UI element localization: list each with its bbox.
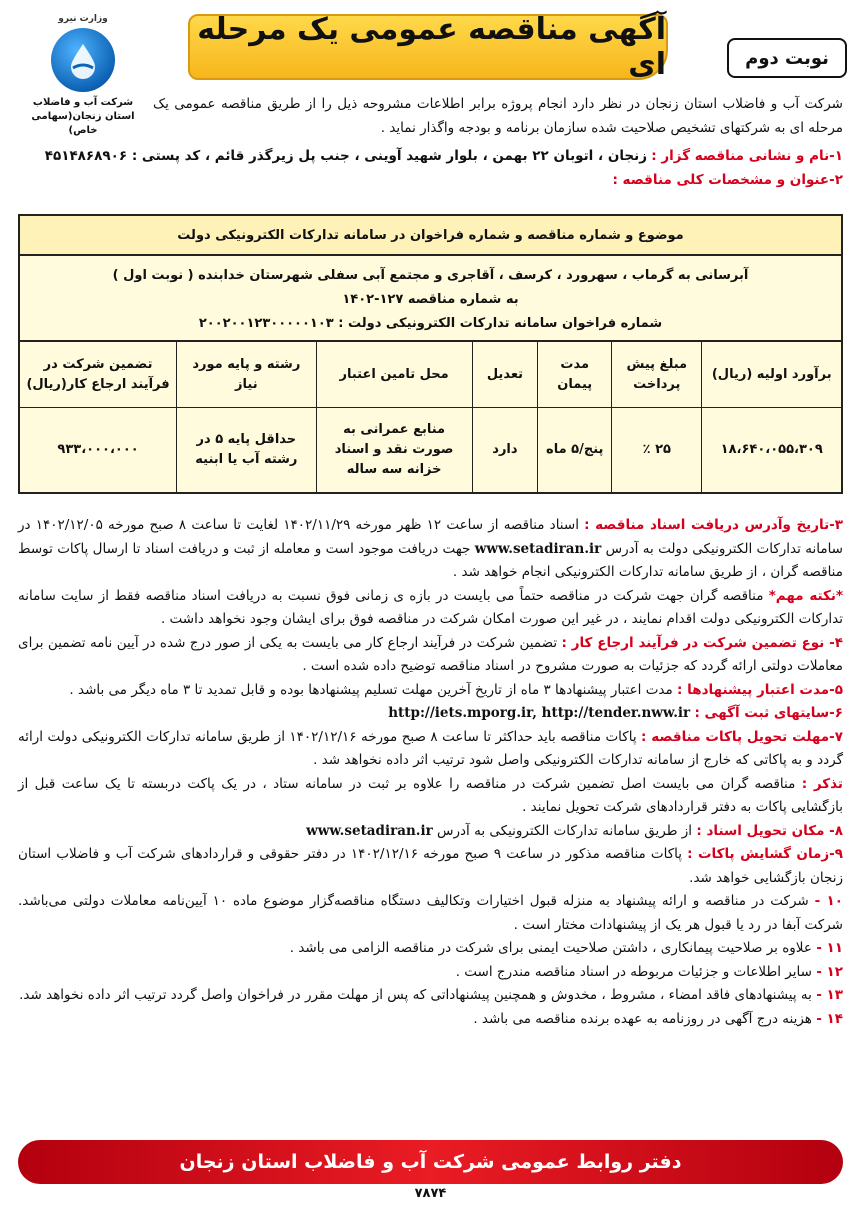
section-8-label: ۸- مکان تحویل اسناد : bbox=[696, 822, 843, 839]
section-3 bbox=[18, 514, 843, 585]
section-5-label: ۵-مدت اعتبار پیشنهادها : bbox=[677, 681, 843, 698]
logo-company-1: شرکت آب و فاضلاب bbox=[32, 97, 134, 108]
section-6 bbox=[18, 702, 843, 726]
col-header: برآورد اولیه (ریال) bbox=[702, 342, 841, 408]
page-title: آگهی مناقصه عمومی یک مرحله ای bbox=[197, 12, 666, 82]
section-10-text: شرکت در مناقصه و ارائه پیشنهاد به منزله قبول اختیارات وتکالیف دستگاه مناقصه‌گزار موضوع ماده ۱۰ آیین‌نامه معاملات دولتی می‌باشد. شرکت آبفا در رد یا قبول هر یک از پیشنهادات مختار است . bbox=[18, 893, 843, 933]
col-prepayment bbox=[611, 342, 701, 492]
section-1-text: زنجان ، اتوبان ۲۲ بهمن ، بلوار شهید آوینی ، جنب پل زیرگذر قائم ، کد پستی : ۴۵۱۴۸۶۸۹۰۶ bbox=[44, 148, 647, 164]
round-badge: نوبت دوم bbox=[727, 38, 847, 78]
section-14-text: هزینه درج آگهی در روزنامه به عهده برنده مناقصه می باشد . bbox=[473, 1010, 812, 1027]
col-value: حداقل پایه ۵ در رشته آب یا ابنیه bbox=[195, 432, 298, 467]
caution-label: تذکر : bbox=[801, 775, 843, 792]
section-13-text: به پیشنهادهای فاقد امضاء ، مشروط ، مخدوش و همچنین پیشنهاداتی که پس از مهلت مقرر در فراخوان واصل گردد ترتیب اثر داده نخواهد شد. bbox=[19, 987, 812, 1003]
logo-ministry: وزارت نیرو bbox=[58, 14, 108, 24]
col-value: ۱۸،۶۴۰،۰۵۵،۳۰۹ bbox=[720, 442, 823, 457]
section-12 bbox=[18, 961, 843, 985]
setadiran-link[interactable]: www.setadiran.ir bbox=[474, 540, 602, 557]
section-3-label: ۳-تاریخ وآدرس دریافت اسناد مناقصه : bbox=[584, 517, 844, 533]
section-5 bbox=[18, 679, 843, 703]
col-adjustment bbox=[472, 342, 538, 492]
logo bbox=[18, 14, 148, 144]
section-9-label: ۹-زمان گشایش پاکات : bbox=[687, 846, 843, 862]
table-grid bbox=[20, 342, 841, 492]
col-funding bbox=[316, 342, 472, 492]
col-field bbox=[176, 342, 316, 492]
section-12-label: ۱۲ - bbox=[816, 963, 843, 980]
section-11-label: ۱۱ - bbox=[816, 940, 843, 956]
section-9-text: پاکات مناقصه مذکور در ساعت ۹ صبح مورخه ۱۴۰۲/۱۲/۱۶ در دفتر حقوقی و قراردادهای شرکت آب و فاضلاب استان زنجان بازگشایی خواهد شد. bbox=[18, 846, 843, 886]
col-header: مبلغ پیش پرداخت bbox=[612, 342, 701, 408]
desc-line-3: شماره فراخوان سامانه تدارکات الکترونیکی دولت : ۲۰۰۲۰۰۱۲۳۰۰۰۰۰۱۰۳ bbox=[198, 316, 663, 331]
section-2-label: ۲-عنوان و مشخصات کلی مناقصه : bbox=[612, 172, 843, 188]
title-banner bbox=[188, 14, 668, 80]
col-estimate bbox=[701, 342, 841, 492]
section-13-label: ۱۳ - bbox=[816, 987, 843, 1003]
note-label: *نکته مهم* bbox=[768, 587, 844, 604]
section-4-text: تضمین شرکت در فرآیند ارجاع کار می بایست به یکی از صور درج شده در آیین نامه تضمین برای معاملات دولتی ارائه گردد که جزئیات به صورت مشروح در اسناد مناقصه توضیح داده شده است . bbox=[18, 634, 843, 674]
caution bbox=[18, 773, 843, 820]
section-4-label: ۴- نوع تضمین شرکت در فرآیند ارجاع کار : bbox=[561, 634, 844, 651]
section-13 bbox=[18, 984, 843, 1008]
intro-paragraph: شرکت آب و فاضلاب استان زنجان در نظر دارد انجام پروژه برابر اطلاعات مشروحه ذیل را از طریق مناقصه عمومی یک مرحله ای به شرکتهای تشخیص صلاحیت شده سازمان برنامه و بودجه واگذار نماید . bbox=[153, 96, 843, 136]
section-11-text: علاوه بر صلاحیت پیمانکاری ، داشتن صلاحیت ایمنی برای شرکت در مناقصه الزامی می باشد . bbox=[289, 940, 812, 956]
footer-banner bbox=[18, 1140, 843, 1184]
col-value: منابع عمرانی به صورت نقد و اسناد خزانه سه ساله bbox=[334, 422, 454, 477]
important-note bbox=[18, 585, 843, 632]
section-10-label: ۱۰ - bbox=[814, 893, 844, 909]
ad-code: ۷۸۷۴ bbox=[414, 1186, 447, 1201]
col-header: تعدیل bbox=[473, 342, 538, 408]
section-5-text: مدت اعتبار پیشنهادها ۳ ماه از تاریخ آخرین مهلت تسلیم پیشنهادها بوده و قابل تمدید تا ۳ ماه دیگر می باشد . bbox=[69, 681, 673, 698]
section-8-text: از طریق سامانه تدارکات الکترونیکی به آدرس bbox=[437, 822, 693, 839]
section-3-text-2: جهت دریافت موجود است و معامله از ثبت و دریافت اسناد تا ارسال پاکات توسط مناقصه گران ، از طریق سامانه تدارکات الکترونیکی انجام خواهد شد . bbox=[18, 540, 843, 580]
section-12-text: سایر اطلاعات و جزئیات مربوطه در اسناد مناقصه مندرج است . bbox=[455, 963, 812, 980]
section-7 bbox=[18, 726, 843, 773]
table-heading: موضوع و شماره مناقصه و شماره فراخوان در سامانه تدارکات الکترونیکی دولت bbox=[20, 216, 841, 256]
section-7-label: ۷-مهلت تحویل پاکات مناقصه : bbox=[641, 728, 843, 745]
tender-table bbox=[18, 214, 843, 494]
footer-text: دفتر روابط عمومی شرکت آب و فاضلاب استان زنجان bbox=[179, 1151, 682, 1173]
col-header: مدت پیمان bbox=[538, 342, 611, 408]
section-9 bbox=[18, 843, 843, 890]
section-14 bbox=[18, 1008, 843, 1032]
section-3-text: اسناد مناقصه از ساعت ۱۲ ظهر مورخه ۱۴۰۲/۱۱/۲۹ لغایت تا ساعت ۸ صبح مورخه ۱۴۰۲/۱۲/۰۵ در سامانه تدارکات الکترونیکی دولت به آدرس bbox=[18, 517, 843, 557]
col-value: پنج/۵ ماه bbox=[546, 442, 604, 457]
water-drop-icon bbox=[51, 28, 115, 92]
section-10 bbox=[18, 890, 843, 937]
col-value: ۹۳۳،۰۰۰،۰۰۰ bbox=[57, 442, 139, 457]
col-guarantee bbox=[20, 342, 176, 492]
section-7-text: پاکات مناقصه باید حداکثر تا ساعت ۸ صبح مورخه ۱۴۰۲/۱۲/۱۶ از طریق سامانه تدارکات الکترونیکی دولت ارائه گردد و به پاکاتی که خارج از سامانه تدارکات الکترونیکی واصل شود ترتیب اثر داده نخواهد شد . bbox=[18, 728, 843, 768]
note-text: مناقصه گران جهت شرکت در مناقصه حتماً می بایست در بازه ی زمانی فوق نسبت به دریافت اسناد مناقصه فقط از سایت سامانه تدارکات الکترونیکی دولت اقدام نمایند ، در غیر این صورت امکان شرکت در مناقصه فوق برای ایشان وجود نخواهد داشت . bbox=[18, 587, 843, 627]
col-value: دارد bbox=[492, 442, 518, 457]
body-text bbox=[18, 514, 843, 1031]
logo-company-2: استان زنجان(سهامی خاص) bbox=[31, 111, 135, 136]
section-14-label: ۱۴ - bbox=[816, 1010, 843, 1027]
desc-line-2: به شماره مناقصه ۱۲۷-۱۴۰۲ bbox=[342, 292, 519, 307]
col-header: رشته و پایه مورد نیاز bbox=[177, 342, 316, 408]
col-header: محل تامین اعتبار bbox=[317, 342, 472, 408]
col-duration bbox=[537, 342, 611, 492]
setadiran-link-2[interactable]: www.setadiran.ir bbox=[306, 822, 433, 839]
section-4 bbox=[18, 632, 843, 679]
col-header: تضمین شرکت در فرآیند ارجاع کار(ریال) bbox=[20, 342, 176, 408]
caution-text: مناقصه گران می بایست اصل تضمین شرکت در مناقصه را علاوه بر ثبت در سامانه ستاد ، در یک پاکت دربسته تا یک ساعت قبل از بازگشایی پاکات به دفتر قراردادهای شرکت تحویل نمایند . bbox=[18, 775, 843, 815]
section-11 bbox=[18, 937, 843, 961]
section-8 bbox=[18, 820, 843, 844]
table-description bbox=[20, 256, 841, 342]
section-1 bbox=[18, 144, 843, 168]
section-1-label: ۱-نام و نشانی مناقصه گزار : bbox=[651, 148, 843, 164]
section-2 bbox=[18, 168, 843, 192]
registry-links[interactable]: http://iets.mporg.ir, http://tender.nww.ir bbox=[388, 705, 691, 721]
section-6-label: ۶-سایتهای ثبت آگهی : bbox=[694, 705, 843, 721]
desc-line-1: آبرسانی به گرماب ، سهرورد ، کرسف ، آقاجری و مجتمع آبی سفلی شهرستان خدابنده ( نوبت اول ) bbox=[112, 268, 749, 283]
col-value: ۲۵ ٪ bbox=[642, 442, 671, 457]
